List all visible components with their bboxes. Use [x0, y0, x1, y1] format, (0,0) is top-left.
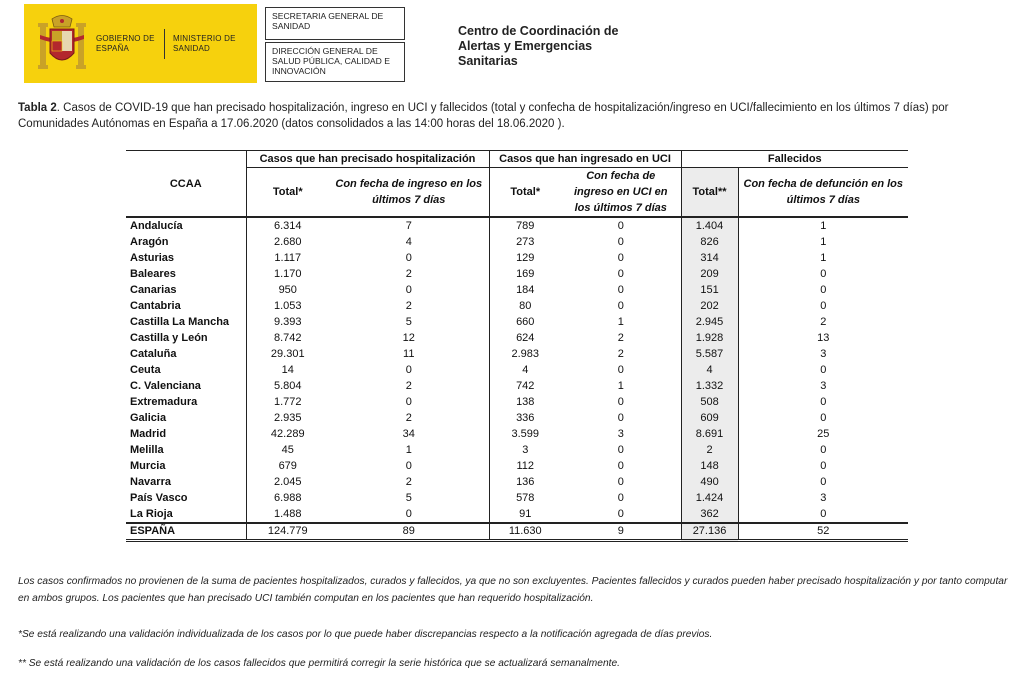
ccaa-name-cell: Andalucía: [130, 220, 183, 232]
hosp-7d-cell: 0: [405, 364, 412, 376]
uci-7d-cell: 0: [617, 236, 624, 248]
fall-total-cell: 2: [681, 442, 738, 458]
table-row: [126, 490, 908, 506]
covid-table: [126, 150, 908, 542]
centro-line2: Alertas y Emergencias: [458, 39, 593, 53]
hosp-total-cell: 2.680: [246, 234, 329, 250]
table-row: [126, 217, 908, 234]
fall-total-cell: 609: [681, 410, 738, 426]
fall-7d-cell: 52: [738, 523, 908, 541]
direccion-box: DIRECCIÓN GENERAL DE SALUD PÚBLICA, CALIDAD E INNOVACIÓN: [265, 42, 405, 82]
uci-total-cell: 80: [489, 298, 561, 314]
uci-total-cell: 112: [489, 458, 561, 474]
fall-7-header: Con fecha de defunción en los últimos 7 días: [738, 168, 908, 218]
ccaa-name-cell: C. Valenciana: [130, 380, 201, 392]
ccaa-name-cell: Aragón: [130, 236, 169, 248]
ccaa-name-cell: Castilla y León: [130, 332, 208, 344]
uci-total-cell: 578: [489, 490, 561, 506]
hosp-total-cell: 8.742: [246, 330, 329, 346]
fall-7d-cell: 1: [738, 250, 908, 266]
ccaa-name-cell: Cantabria: [130, 300, 181, 312]
ccaa-name-cell: Asturias: [130, 252, 175, 264]
logo-divider: [164, 29, 165, 59]
note-deaths: ** Se está realizando una validación de los casos fallecidos que permitirá corregir la serie histórica que se actualizará semanalmente.: [18, 658, 620, 669]
hosp-7d-cell: 5: [405, 492, 412, 504]
hosp-7d-cell: 5: [405, 316, 412, 328]
hosp-7d-cell: 2: [405, 412, 412, 424]
table-row: [126, 234, 908, 250]
fall-total-cell: 5.587: [681, 346, 738, 362]
table-row: [126, 426, 908, 442]
uci-total-cell: 789: [489, 217, 561, 234]
table-row: [126, 378, 908, 394]
hosp-7d-cell: 2: [405, 380, 412, 392]
uci-total-cell: 336: [489, 410, 561, 426]
table-row: [126, 474, 908, 490]
fall-7d-cell: 0: [738, 458, 908, 474]
hosp-total-cell: 42.289: [246, 426, 329, 442]
hosp-total-cell: 1.772: [246, 394, 329, 410]
hosp-total-cell: 950: [246, 282, 329, 298]
centro-line3: Sanitarias: [458, 54, 518, 68]
uci-total-header: Total*: [489, 168, 561, 218]
uci-7d-cell: 0: [617, 460, 624, 472]
uci-total-cell: 660: [489, 314, 561, 330]
fall-7d-cell: 0: [738, 442, 908, 458]
fall-7d-cell: 13: [738, 330, 908, 346]
hosp-total-cell: 6.988: [246, 490, 329, 506]
fall-7d-cell: 0: [738, 298, 908, 314]
hosp-7d-cell: 34: [402, 428, 415, 440]
fall-7d-cell: 1: [738, 234, 908, 250]
ccaa-name-cell: La Rioja: [130, 508, 173, 520]
uci-7d-cell: 0: [617, 284, 624, 296]
uci-total-cell: 4: [489, 362, 561, 378]
hosp-total-cell: 29.301: [246, 346, 329, 362]
fall-7d-cell: 0: [738, 282, 908, 298]
uci-7d-cell: 2: [617, 348, 624, 360]
fall-7d-cell: 3: [738, 378, 908, 394]
table-row: [126, 458, 908, 474]
ccaa-name-cell: Baleares: [130, 268, 176, 280]
hosp-7d-cell: 0: [405, 284, 412, 296]
ccaa-header: CCAA: [126, 151, 246, 218]
hosp-total-cell: 124.779: [246, 523, 329, 541]
fall-7d-cell: 3: [738, 346, 908, 362]
fall-total-cell: 1.424: [681, 490, 738, 506]
table-caption: [18, 100, 1008, 132]
uci-7d-cell: 0: [617, 220, 624, 232]
uci-total-cell: 624: [489, 330, 561, 346]
hosp-total-cell: 5.804: [246, 378, 329, 394]
group-hosp-header: Casos que han precisado hospitalización: [246, 151, 489, 168]
uci-7d-cell: 2: [617, 332, 624, 344]
ministerio-label: MINISTERIO DE SANIDAD: [173, 33, 236, 53]
uci-total-cell: 742: [489, 378, 561, 394]
fall-7d-cell: 1: [738, 217, 908, 234]
ccaa-name-cell: Navarra: [130, 476, 171, 488]
hosp-total-cell: 2.045: [246, 474, 329, 490]
table-row: [126, 298, 908, 314]
ccaa-name-cell: Ceuta: [130, 364, 161, 376]
fall-total-cell: 1.404: [681, 217, 738, 234]
note-confirmed: Los casos confirmados no provienen de la suma de pacientes hospitalizados, curados y fallecidos, ya que no son excluyentes. Pacientes fallecidos y curados pueden haber precisado hospitalización y por tanto computar en ambos grupos. Los pacientes que han precisado UCI también computan en los pacientes que han requerido hospitalización.: [18, 576, 1008, 604]
ccaa-name-cell: País Vasco: [130, 492, 188, 504]
fall-total-header: Total**: [681, 168, 738, 218]
hosp-7d-cell: 2: [405, 268, 412, 280]
table-row: [126, 266, 908, 282]
fall-total-cell: 2.945: [681, 314, 738, 330]
fall-total-cell: 1.332: [681, 378, 738, 394]
fall-7d-cell: 2: [738, 314, 908, 330]
fall-total-cell: 1.928: [681, 330, 738, 346]
table-row: [126, 394, 908, 410]
hosp-total-cell: 14: [246, 362, 329, 378]
ccaa-name-cell: Extremadura: [130, 396, 198, 408]
table-row: [126, 330, 908, 346]
table-row: [126, 282, 908, 298]
hosp-total-cell: 9.393: [246, 314, 329, 330]
hosp-total-cell: 1.170: [246, 266, 329, 282]
hosp-7d-cell: 0: [405, 396, 412, 408]
ccaa-name-cell: Castilla La Mancha: [130, 316, 230, 328]
fall-total-cell: 826: [681, 234, 738, 250]
uci-total-cell: 2.983: [489, 346, 561, 362]
table-row: [126, 410, 908, 426]
uci-7d-cell: 0: [617, 364, 624, 376]
hosp-7-header: Con fecha de ingreso en los últimos 7 días: [329, 168, 489, 218]
ccaa-name-cell: Canarias: [130, 284, 177, 296]
uci-7d-cell: 0: [617, 252, 624, 264]
coat-of-arms-icon: [36, 13, 88, 75]
hosp-total-cell: 1.488: [246, 506, 329, 523]
fall-7d-cell: 0: [738, 506, 908, 523]
uci-7d-cell: 0: [617, 444, 624, 456]
gobierno-label: GOBIERNO DE ESPAÑA: [96, 33, 155, 53]
hosp-7d-cell: 4: [405, 236, 412, 248]
centro-title: [458, 24, 618, 69]
table-row: [126, 346, 908, 362]
fall-7d-cell: 0: [738, 394, 908, 410]
hosp-7d-cell: 0: [405, 252, 412, 264]
hosp-7d-cell: 12: [402, 332, 415, 344]
ccaa-name-cell: Melilla: [130, 444, 164, 456]
fall-total-cell: 27.136: [681, 523, 738, 541]
fall-total-cell: 490: [681, 474, 738, 490]
centro-line1: Centro de Coordinación de: [458, 24, 619, 38]
hosp-total-header: Total*: [246, 168, 329, 218]
fall-7d-cell: 0: [738, 474, 908, 490]
secretaria-box: SECRETARIA GENERAL DE SANIDAD: [265, 7, 405, 40]
hosp-total-cell: 1.117: [246, 250, 329, 266]
uci-total-cell: 11.630: [489, 523, 561, 541]
hosp-total-cell: 1.053: [246, 298, 329, 314]
caption-text: . Casos de COVID-19 que han precisado hospitalización, ingreso en UCI y fallecidos (total y confecha de hospitalización/ingreso en UCI/fallecimiento en los últimos 7 días) por Comunidades Autónomas en España a 17.06.2020 (datos consolidados a las 14:00 horas del 18.06.2020 ).: [18, 102, 949, 130]
hosp-7d-cell: 2: [405, 476, 412, 488]
uci-7d-cell: 0: [617, 268, 624, 280]
uci-total-cell: 273: [489, 234, 561, 250]
uci-7d-cell: 3: [617, 428, 624, 440]
hosp-7d-cell: 2: [405, 300, 412, 312]
fall-total-cell: 4: [681, 362, 738, 378]
uci-7d-cell: 0: [617, 412, 624, 424]
uci-7-header: Con fecha de ingreso en UCI en los últimos 7 días: [561, 168, 681, 218]
fall-total-cell: 8.691: [681, 426, 738, 442]
uci-7d-cell: 9: [561, 523, 681, 541]
fall-7d-cell: 25: [738, 426, 908, 442]
ccaa-name-cell: ESPAÑA: [126, 523, 246, 541]
uci-total-cell: 91: [489, 506, 561, 523]
note-validation: *Se está realizando una validación individualizada de los casos por lo que puede haber discrepancias respecto a la notificación agregada de días previos.: [18, 629, 713, 640]
hosp-7d-cell: 11: [403, 348, 415, 360]
uci-7d-cell: 1: [617, 380, 624, 392]
table-row: [126, 314, 908, 330]
government-logo: [24, 4, 257, 83]
hosp-7d-cell: 1: [405, 444, 412, 456]
uci-total-cell: 3.599: [489, 426, 561, 442]
table-row: [126, 250, 908, 266]
fall-total-cell: 508: [681, 394, 738, 410]
hosp-7d-cell: 0: [405, 508, 412, 520]
fall-total-cell: 148: [681, 458, 738, 474]
hosp-7d-cell: 89: [329, 523, 489, 541]
ccaa-name-cell: Cataluña: [130, 348, 177, 360]
group-uci-header: Casos que han ingresado en UCI: [489, 151, 681, 168]
ccaa-name-cell: Murcia: [130, 460, 166, 472]
hosp-total-cell: 2.935: [246, 410, 329, 426]
ccaa-name-cell: Madrid: [130, 428, 167, 440]
uci-7d-cell: 1: [617, 316, 624, 328]
hosp-total-cell: 45: [246, 442, 329, 458]
uci-total-cell: 136: [489, 474, 561, 490]
table-row: [126, 362, 908, 378]
uci-total-cell: 3: [489, 442, 561, 458]
table-row: [126, 506, 908, 523]
hosp-7d-cell: 7: [405, 220, 412, 232]
fall-7d-cell: 0: [738, 266, 908, 282]
fall-total-cell: 362: [681, 506, 738, 523]
caption-label: Tabla 2: [18, 102, 57, 114]
uci-total-cell: 184: [489, 282, 561, 298]
uci-7d-cell: 0: [617, 396, 624, 408]
group-fall-header: Fallecidos: [681, 151, 908, 168]
table-row: [126, 442, 908, 458]
uci-7d-cell: 0: [617, 300, 624, 312]
ccaa-name-cell: Galicia: [130, 412, 167, 424]
uci-7d-cell: 0: [617, 492, 624, 504]
fall-total-cell: 314: [681, 250, 738, 266]
fall-total-cell: 209: [681, 266, 738, 282]
hosp-7d-cell: 0: [405, 460, 412, 472]
uci-7d-cell: 0: [617, 508, 624, 520]
fall-total-cell: 202: [681, 298, 738, 314]
fall-7d-cell: 0: [738, 362, 908, 378]
hosp-total-cell: 6.314: [246, 217, 329, 234]
uci-total-cell: 129: [489, 250, 561, 266]
table-total-row: [126, 523, 908, 541]
fall-7d-cell: 3: [738, 490, 908, 506]
uci-total-cell: 169: [489, 266, 561, 282]
fall-7d-cell: 0: [738, 410, 908, 426]
fall-total-cell: 151: [681, 282, 738, 298]
uci-total-cell: 138: [489, 394, 561, 410]
hosp-total-cell: 679: [246, 458, 329, 474]
uci-7d-cell: 0: [617, 476, 624, 488]
